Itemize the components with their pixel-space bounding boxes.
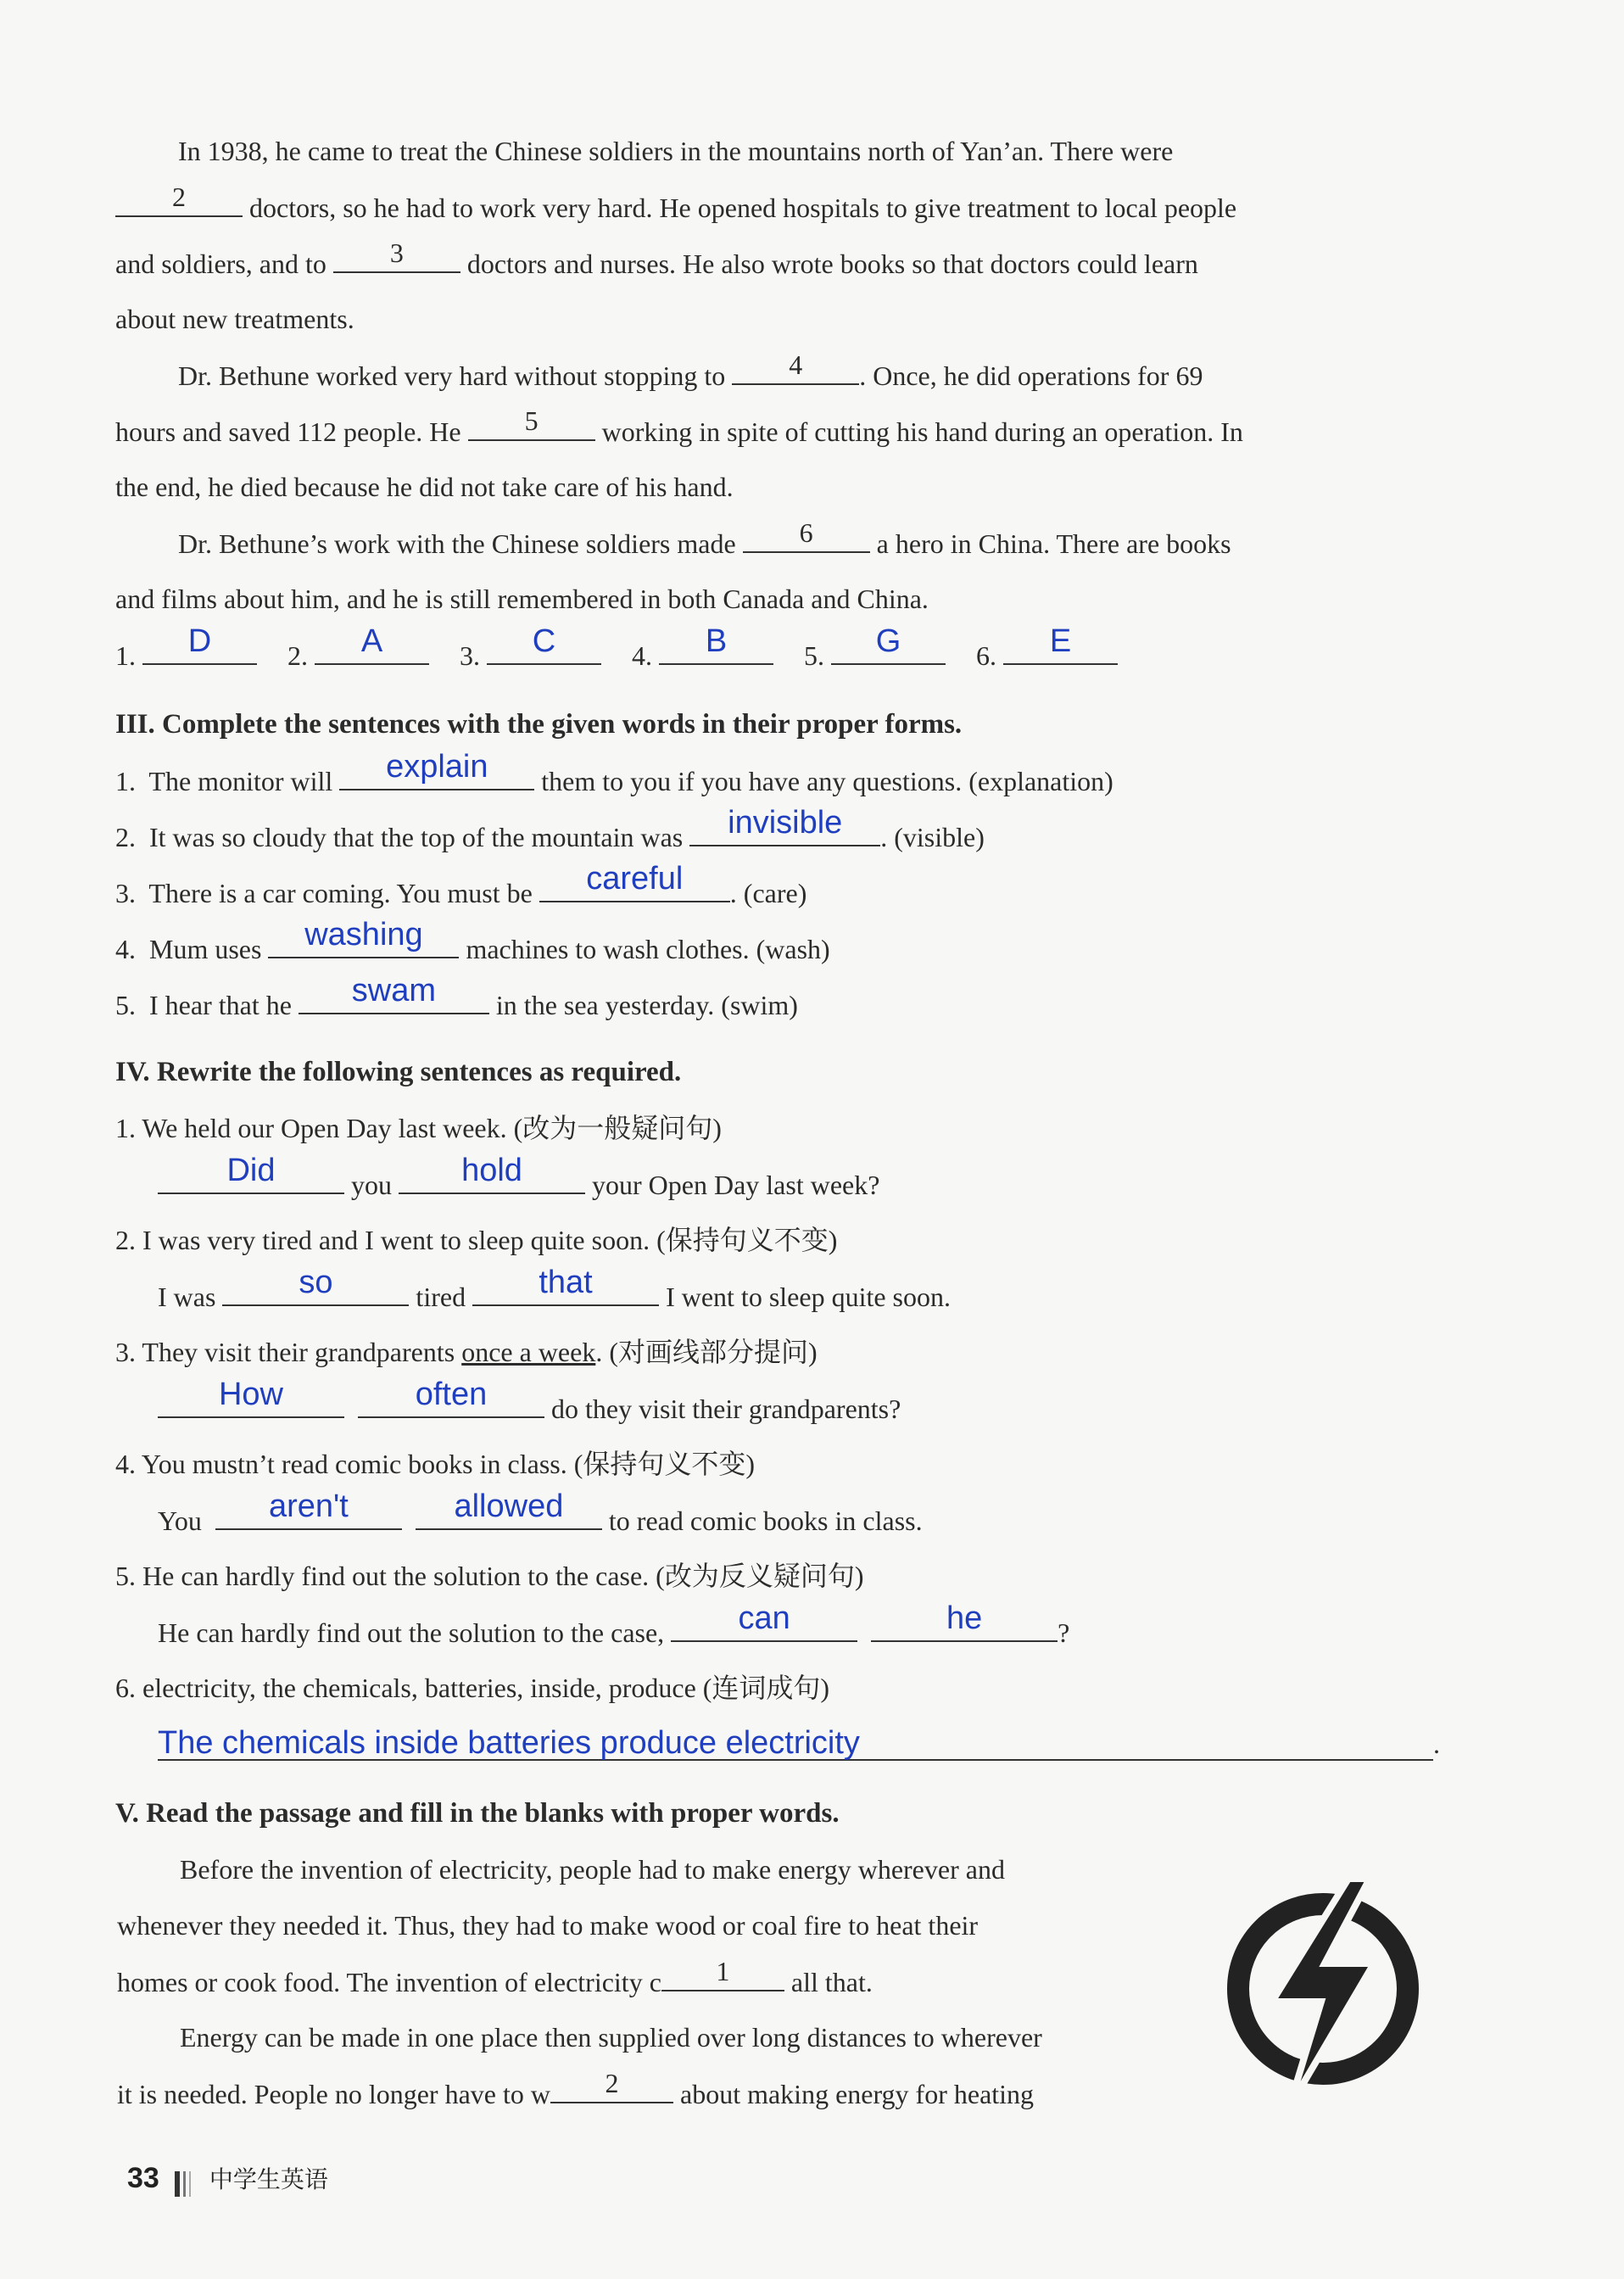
s3-blank-3[interactable]: careful <box>539 875 730 902</box>
s4-q4: 4. You mustn’t read comic books in class. (保持句义不变) <box>115 1449 756 1479</box>
answer-4: 4. B <box>632 638 773 673</box>
passage-line-4: about new treatments. <box>115 304 354 334</box>
s4-q3: 3. They visit their grandparents once a week. (对画线部分提问) <box>115 1337 818 1367</box>
s5-line-1: Before the invention of electricity, people had to make energy wherever and <box>180 1854 1005 1885</box>
s4-q1-blank-2[interactable]: hold <box>399 1167 585 1194</box>
answer-blank-5[interactable]: G <box>831 638 946 665</box>
blank-2[interactable]: 2 <box>115 190 243 217</box>
s4-q1-answer: Did you hold your Open Day last week? <box>158 1167 879 1202</box>
answer-blank-3[interactable]: C <box>487 638 601 665</box>
s3-item-2: 2. It was so cloudy that the top of the mountain was invisible . (visible) <box>115 805 985 852</box>
s4-q1: 1. We held our Open Day last week. (改为一般疑问句) <box>115 1113 722 1143</box>
answer-5: 5. G <box>804 638 946 673</box>
answer-1: 1. D <box>115 638 257 673</box>
s4-q2-answer: I was so tired that I went to sleep quite soon. <box>158 1265 951 1312</box>
passage-line-7: the end, he died because he did not take care of his hand. <box>115 472 734 502</box>
answer-2: 2. A <box>287 638 429 673</box>
passage-line-6: hours and saved 112 people. He 5 working in spite of cutting his hand during an operation. In <box>115 405 1243 447</box>
s4-q6-blank[interactable]: The chemicals inside batteries produce electricity <box>158 1729 1433 1761</box>
answer-blank-2[interactable]: A <box>315 638 429 665</box>
s5-line-3: homes or cook food. The invention of electricity c 1 all that. <box>117 1956 873 1997</box>
s3-item-3: 3. There is a car coming. You must be careful . (care) <box>115 861 807 908</box>
part1-answer-row <box>115 623 1141 673</box>
s3-blank-5[interactable]: swam <box>299 987 489 1014</box>
s4-q3-blank-2[interactable]: often <box>358 1391 544 1418</box>
s5-line-5: it is needed. People no longer have to w 2 about making energy for heating <box>117 2068 1035 2109</box>
s4-q3-answer: How often do they visit their grandparents? <box>158 1391 901 1426</box>
blank-5[interactable]: 5 <box>468 414 595 441</box>
s4-q2-blank-1[interactable]: so <box>222 1279 409 1306</box>
s5-blank-2[interactable]: 2 <box>550 2076 673 2103</box>
underlined-phrase: once a week <box>461 1337 596 1367</box>
s4-q4-blank-1[interactable]: aren't <box>215 1503 402 1530</box>
s3-blank-4[interactable]: washing <box>268 931 459 958</box>
s4-q2-blank-2[interactable]: that <box>472 1279 659 1306</box>
s4-q5-answer: He can hardly find out the solution to the case, can he ? <box>158 1600 1070 1648</box>
lightning-bolt-icon <box>1221 1862 1425 2116</box>
s5-blank-1[interactable]: 1 <box>661 1964 784 1991</box>
s4-q5-blank-2[interactable]: he <box>871 1615 1058 1642</box>
answer-3: 3. C <box>460 638 601 673</box>
answer-6: 6. E <box>976 638 1118 673</box>
passage-line-1: In 1938, he came to treat the Chinese soldiers in the mountains north of Yan’an. There were <box>178 136 1174 166</box>
s5-line-2: whenever they needed it. Thus, they had to make wood or coal fire to heat their <box>117 1910 979 1941</box>
page-number: 33 <box>127 2162 159 2194</box>
footer-bar <box>175 2171 180 2197</box>
passage-line-3: and soldiers, and to 3 doctors and nurses. He also wrote books so that doctors could learn <box>115 237 1198 279</box>
s4-q1-blank-1[interactable]: Did <box>158 1167 344 1194</box>
passage-line-5: Dr. Bethune worked very hard without stopping to 4 . Once, he did operations for 69 <box>178 349 1203 391</box>
s5-line-4: Energy can be made in one place then supplied over long distances to wherever <box>180 2022 1042 2053</box>
s3-blank-1[interactable]: explain <box>339 763 534 790</box>
page-footer <box>127 2161 328 2197</box>
section-5-heading: V. Read the passage and fill in the blanks with proper words. <box>115 1798 840 1829</box>
book-title: 中学生英语 <box>209 2166 328 2192</box>
blank-4[interactable]: 4 <box>732 358 859 385</box>
s4-q5-blank-1[interactable]: can <box>671 1615 857 1642</box>
s4-q6-answer: The chemicals inside batteries produce electricity . <box>158 1725 1440 1761</box>
s4-q4-blank-2[interactable]: allowed <box>416 1503 602 1530</box>
s4-q4-answer: You aren't allowed to read comic books in class. <box>158 1489 923 1536</box>
s3-blank-2[interactable]: invisible <box>689 819 880 846</box>
s3-item-1: 1. The monitor will explain them to you if you have any questions. (explanation) <box>115 749 1113 796</box>
s3-item-4: 4. Mum uses washing machines to wash clothes. (wash) <box>115 917 830 964</box>
footer-bar-2 <box>183 2171 186 2197</box>
section-3-heading: III. Complete the sentences with the given words in their proper forms. <box>115 709 963 740</box>
answer-blank-1[interactable]: D <box>142 638 257 665</box>
s4-q6: 6. electricity, the chemicals, batteries, inside, produce (连词成句) <box>115 1673 830 1703</box>
answer-blank-6[interactable]: E <box>1003 638 1118 665</box>
passage-line-9: and films about him, and he is still remembered in both Canada and China. <box>115 584 929 614</box>
answer-blank-4[interactable]: B <box>659 638 773 665</box>
passage-line-8: Dr. Bethune’s work with the Chinese soldiers made 6 a hero in China. There are books <box>178 517 1231 559</box>
blank-3[interactable]: 3 <box>333 246 460 273</box>
s3-item-5: 5. I hear that he swam in the sea yesterday. (swim) <box>115 973 798 1020</box>
blank-6[interactable]: 6 <box>743 526 870 553</box>
s4-q5: 5. He can hardly find out the solution to the case. (改为反义疑问句) <box>115 1561 864 1591</box>
passage-line-2: 2 doctors, so he had to work very hard. He opened hospitals to give treatment to local people <box>115 190 1236 225</box>
s4-q2: 2. I was very tired and I went to sleep quite soon. (保持句义不变) <box>115 1225 838 1255</box>
footer-bar-3 <box>189 2171 191 2197</box>
s4-q3-blank-1[interactable]: How <box>158 1391 344 1418</box>
section-4-heading: IV. Rewrite the following sentences as required. <box>115 1057 682 1087</box>
